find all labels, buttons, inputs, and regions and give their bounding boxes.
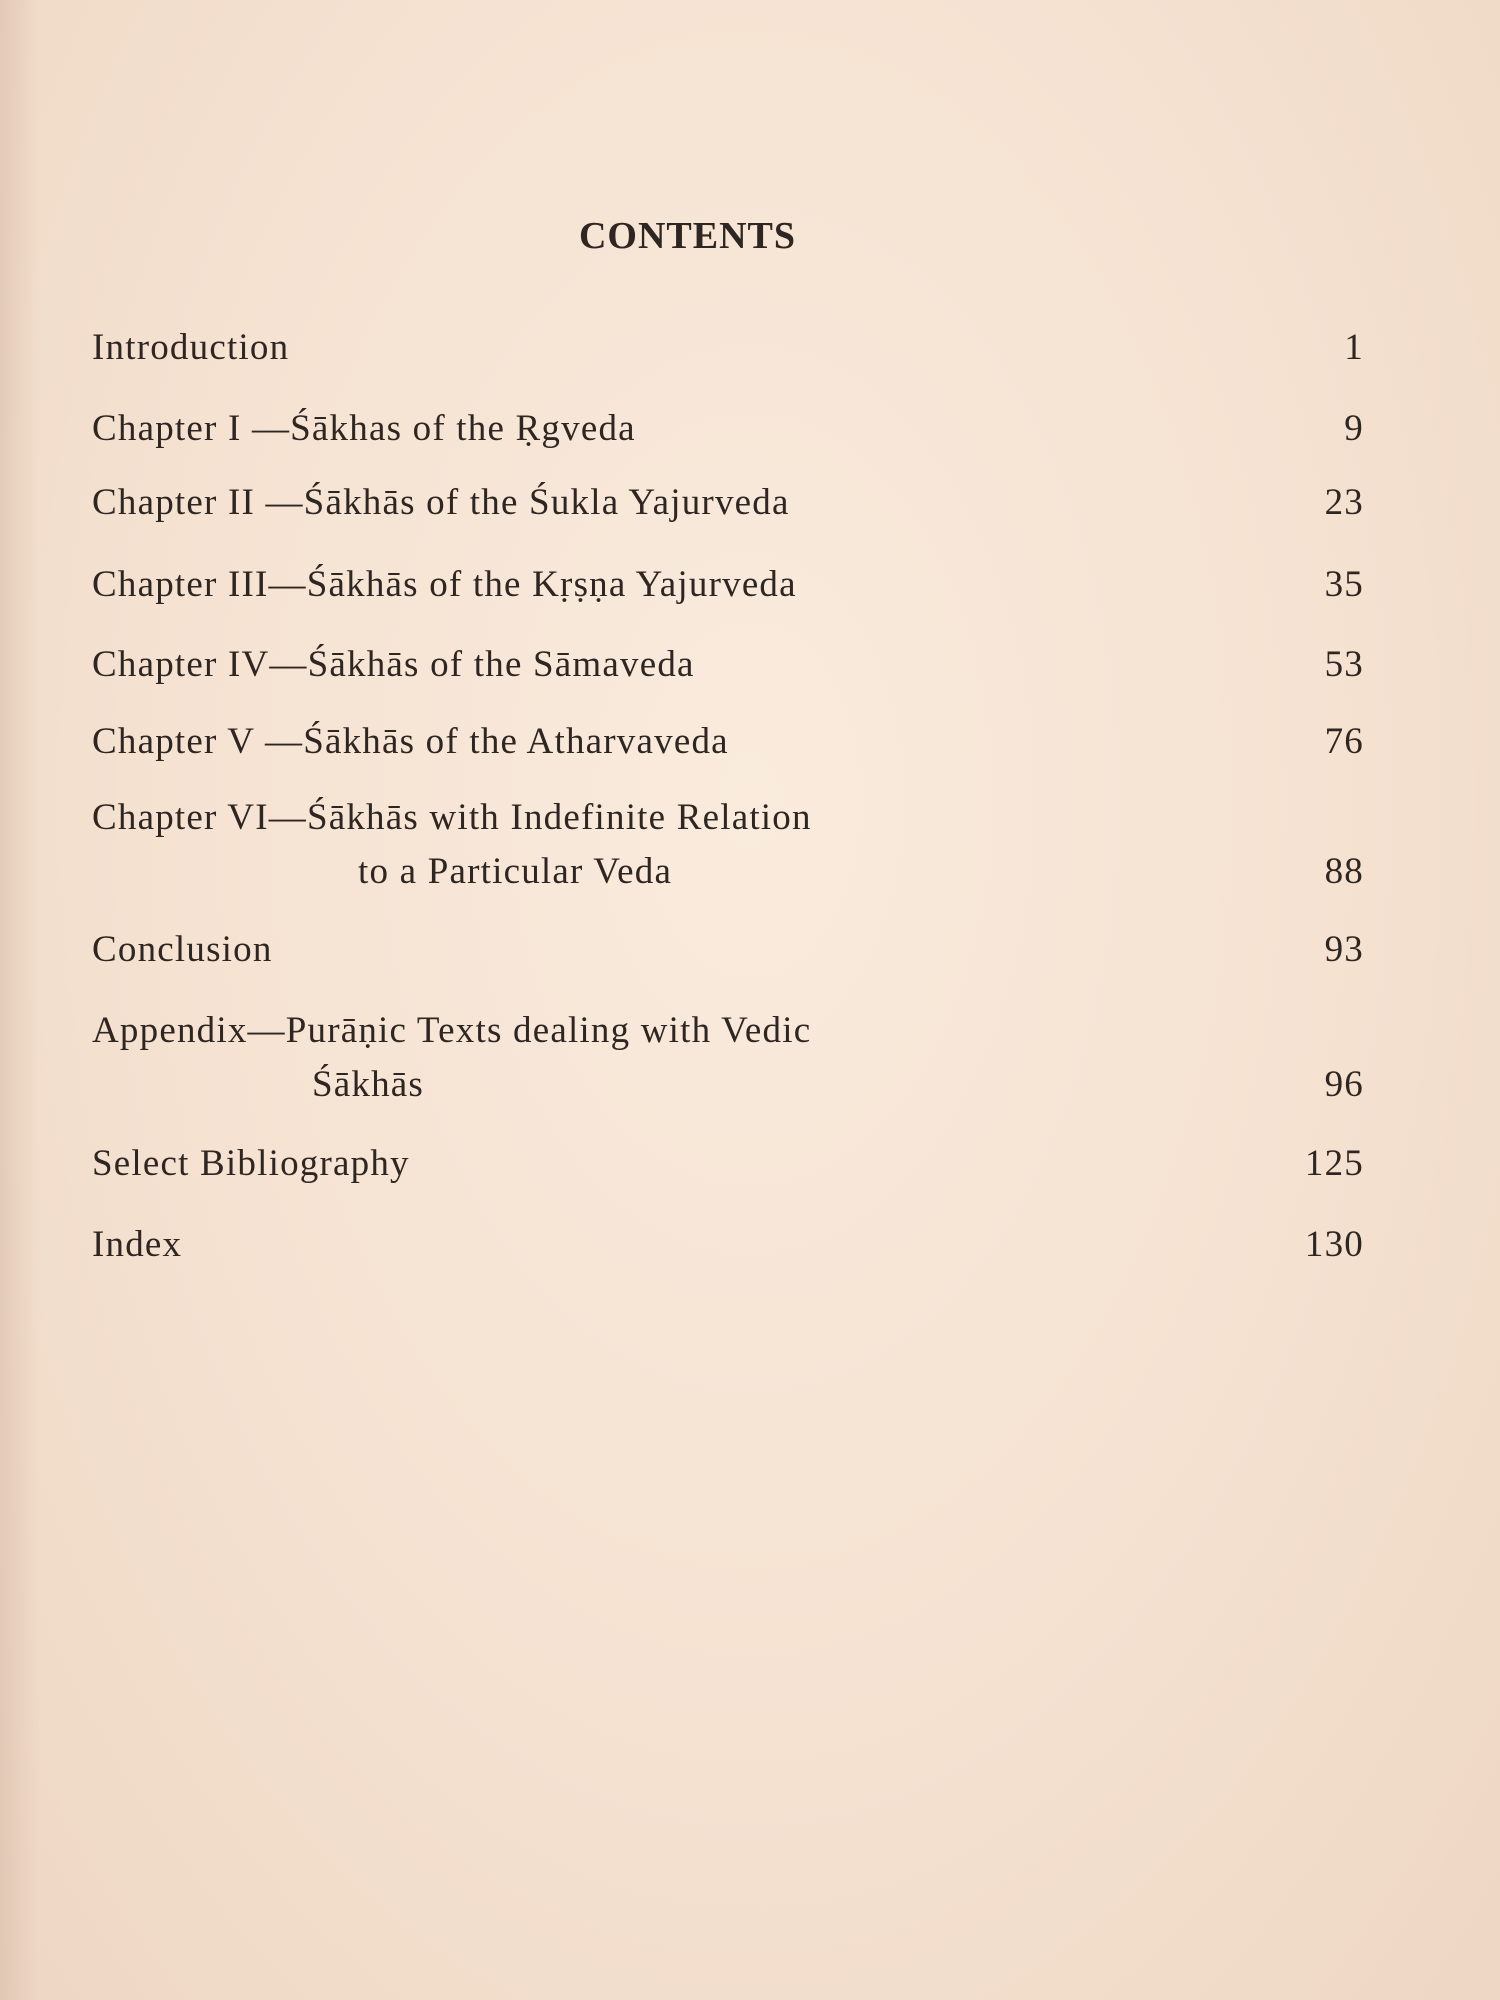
toc-entry-label: Chapter III—Śākhās of the Kṛṣṇa Yajurveda <box>92 564 797 605</box>
toc-entry-page: 1 <box>1344 327 1364 368</box>
toc-entry-page: 23 <box>1324 482 1364 523</box>
toc-entry-page: 53 <box>1324 644 1364 685</box>
toc-entry-label: Introduction <box>92 327 290 368</box>
toc-entry-page: 130 <box>1304 1224 1364 1265</box>
toc-entry-label-continuation: Śākhās <box>312 1064 425 1105</box>
page-gutter-shadow <box>0 0 40 2000</box>
toc-entry-page: 76 <box>1324 721 1364 762</box>
toc-entry-label: Chapter I —Śākhas of the Ṛgveda <box>92 408 636 449</box>
contents-heading: CONTENTS <box>578 215 797 257</box>
toc-entry-label-continuation: to a Particular Veda <box>358 851 673 892</box>
toc-entry-label: Chapter IV—Śākhās of the Sāmaveda <box>92 644 695 685</box>
toc-entry-label: Select Bibliography <box>92 1143 410 1184</box>
toc-entry-page: 35 <box>1324 564 1364 605</box>
toc-entry-label: Chapter II —Śākhās of the Śukla Yajurveda <box>92 482 790 523</box>
toc-entry-label: Chapter V —Śākhās of the Atharvaveda <box>92 721 729 762</box>
toc-entry-label: Conclusion <box>92 929 273 970</box>
toc-entry-page: 96 <box>1324 1064 1364 1105</box>
toc-entry-label: Index <box>92 1224 183 1265</box>
toc-entry-page: 93 <box>1324 929 1364 970</box>
toc-entry-label: Appendix—Purāṇic Texts dealing with Vedic <box>92 1010 812 1051</box>
toc-entry-page: 88 <box>1324 851 1364 892</box>
toc-entry-page: 9 <box>1344 408 1364 449</box>
toc-entry-page: 125 <box>1304 1143 1364 1184</box>
toc-entry-label: Chapter VI—Śākhās with Indefinite Relation <box>92 797 812 838</box>
